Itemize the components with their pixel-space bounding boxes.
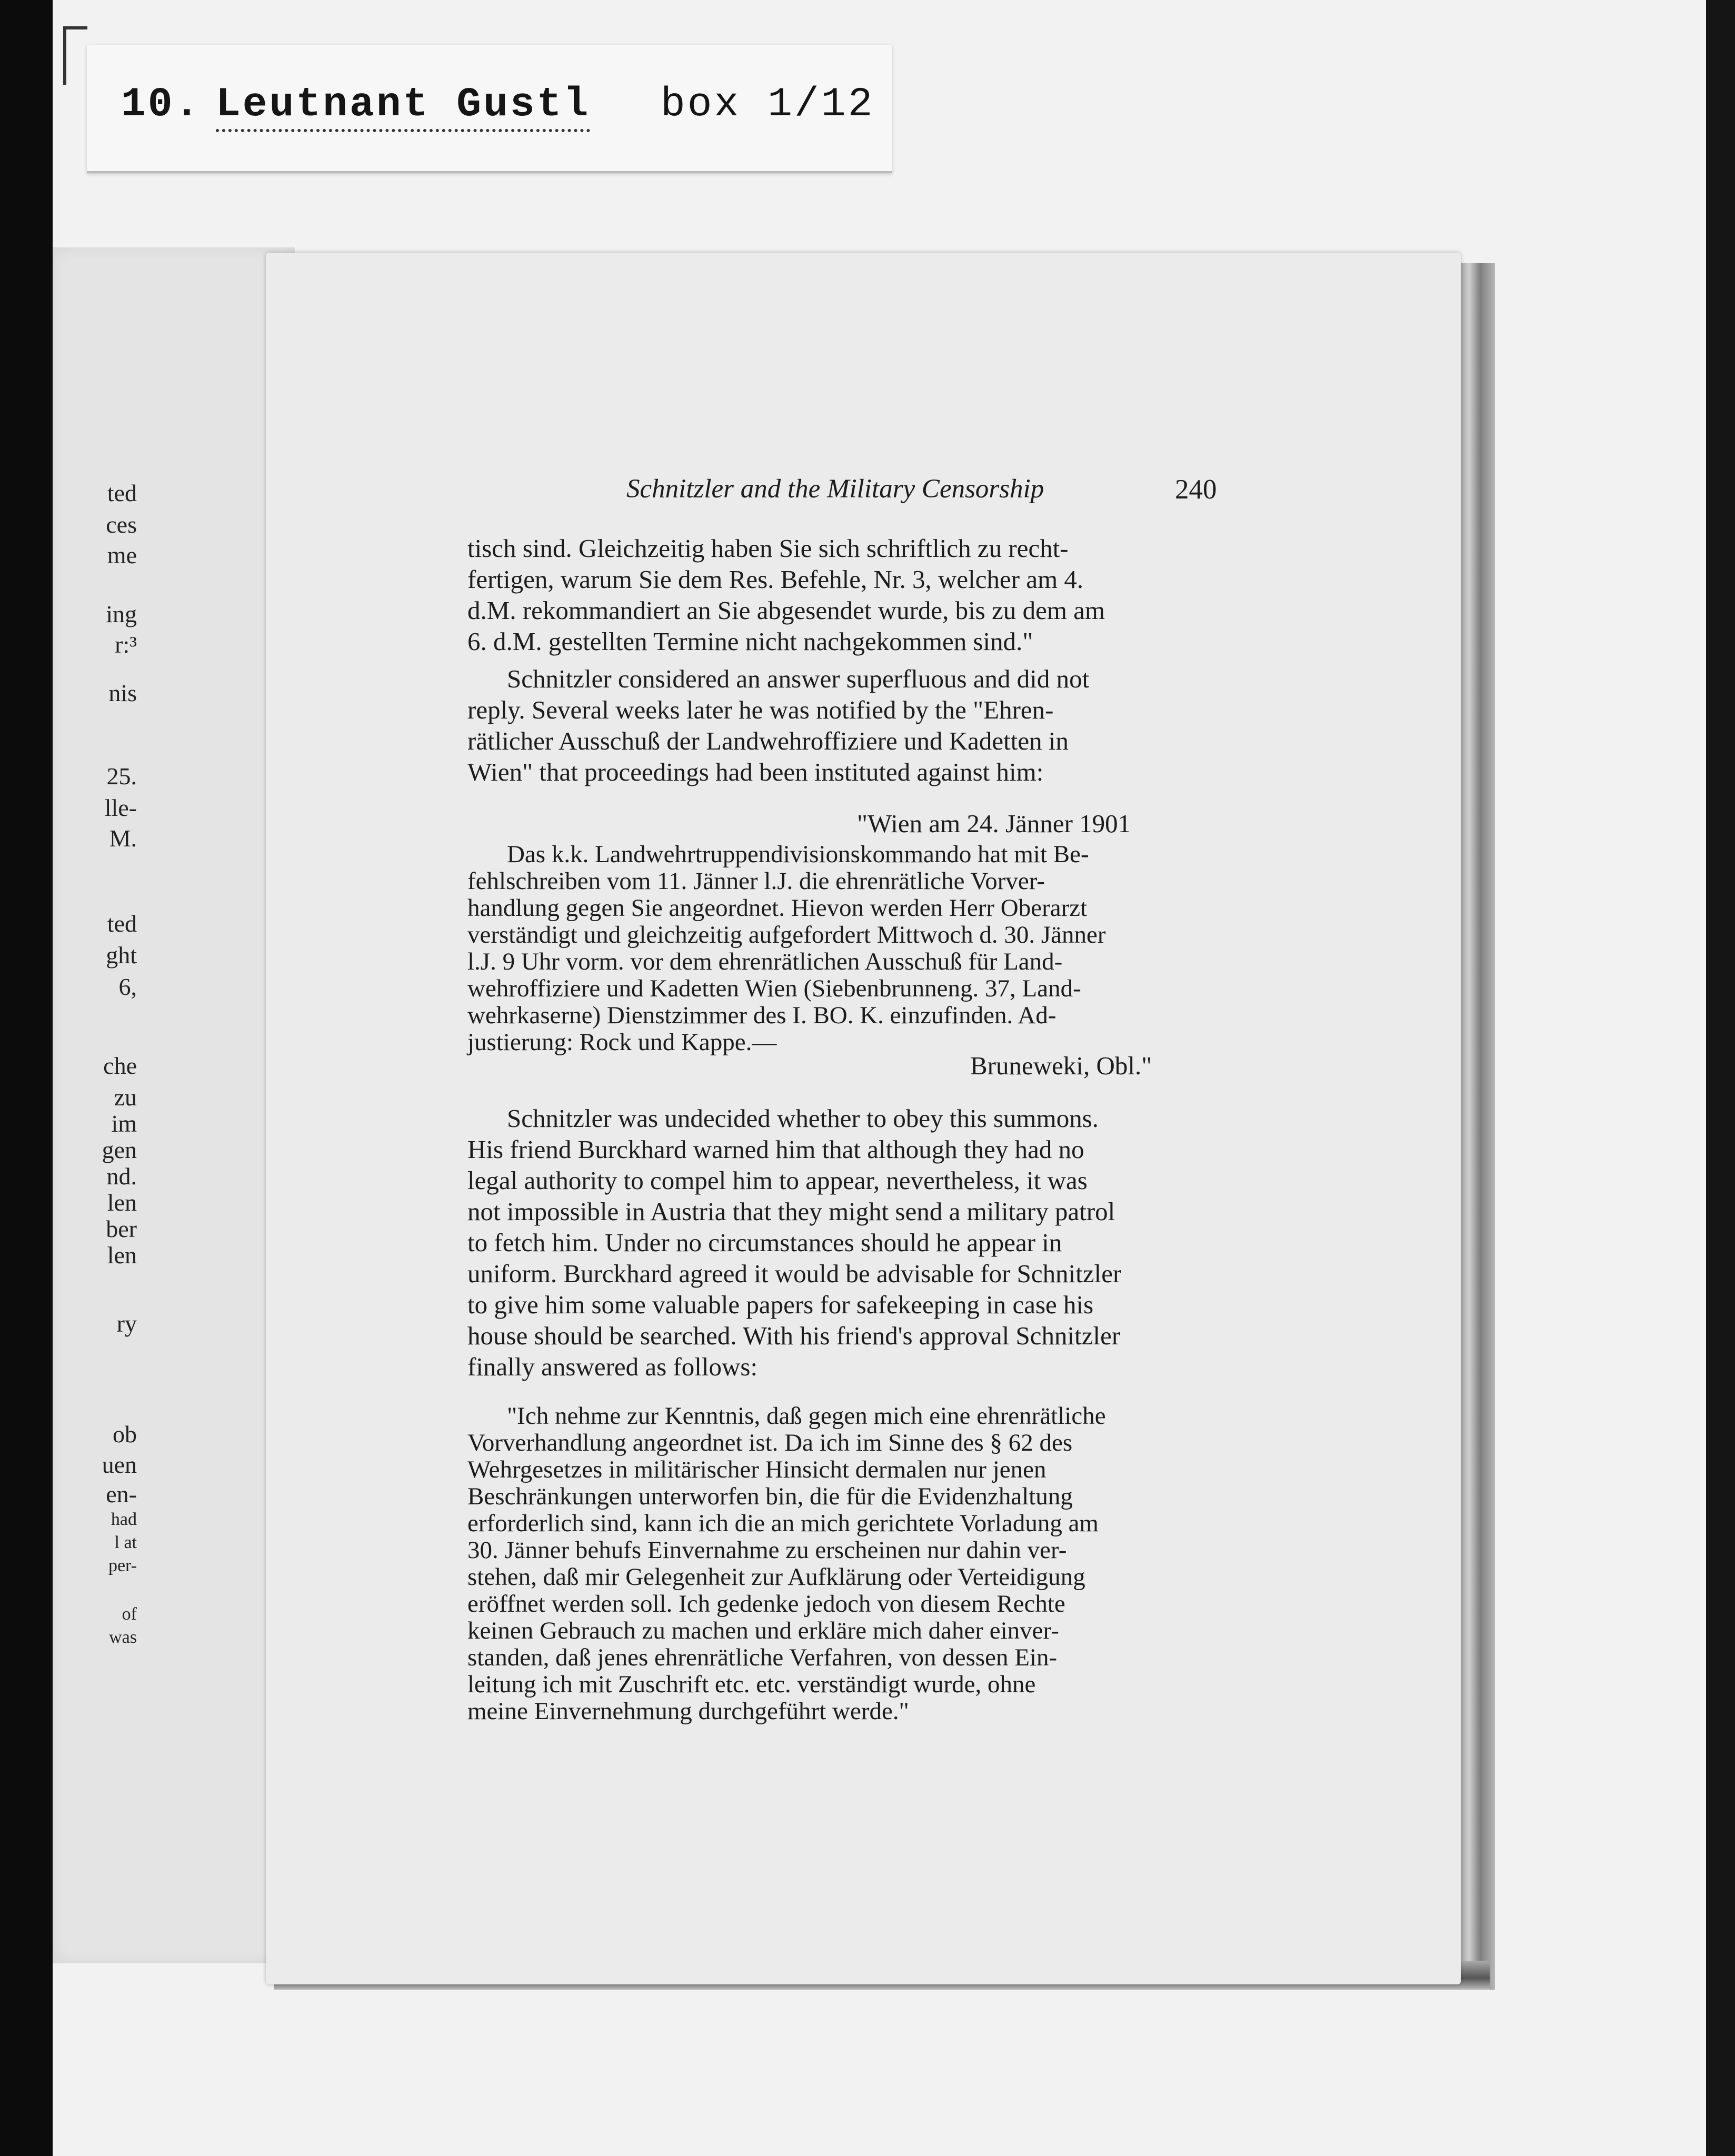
text-line: erforderlich sind, kann ich die an mich gerichtete Vorladung am [467, 1510, 1099, 1537]
letter-signature-block [467, 1050, 1218, 1081]
text-line: leitung ich mit Zuschrift etc. etc. verständigt wurde, ohne [467, 1671, 1036, 1698]
book-page-edge [1458, 263, 1495, 1990]
underlying-page-fragment: had [111, 1510, 137, 1529]
underlying-page-fragment: me [107, 542, 137, 568]
text-line: handlung gegen Sie angeordnet. Hievon werden Herr Oberarzt [467, 894, 1088, 922]
scan-right-border [1706, 0, 1735, 2156]
underlying-page-fragment: was [109, 1628, 137, 1647]
text-line: wehroffiziere und Kadetten Wien (Siebenbrunneng. 37, Land- [467, 975, 1081, 1002]
label-box: box 1/12 [661, 82, 875, 128]
underlying-page-fragment: ces [106, 511, 137, 538]
text-line: "Ich nehme zur Kenntnis, daß gegen mich eine ehrenrätliche [507, 1402, 1106, 1430]
underlying-page-fragment: ted [107, 910, 137, 937]
underlying-page-fragment: M. [109, 825, 137, 852]
text-line: verständigt und gleichzeitig aufgefordert Mittwoch d. 30. Jänner [467, 921, 1106, 949]
underlying-page-fragment: uen [102, 1451, 137, 1478]
text-line: His friend Burckhard warned him that although they had no [467, 1135, 1084, 1164]
underlying-page-fragment: len [107, 1189, 137, 1216]
text-line: Beschränkungen unterworfen bin, die für die Evidenzhaltung [467, 1483, 1073, 1510]
text-line: Das k.k. Landwehrtruppendivisionskommando hat mit Be- [507, 841, 1089, 868]
underlying-page-fragment: of [122, 1604, 137, 1624]
text-line: l.J. 9 Uhr vorm. vor dem ehrenrätlichen Ausschuß für Land- [467, 948, 1063, 975]
text-line: uniform. Burckhard agreed it would be advisable for Schnitzler [467, 1259, 1122, 1288]
underlying-page-fragment: en- [106, 1481, 137, 1508]
underlying-page-fragment: ted [107, 480, 137, 506]
paragraph-1 [467, 533, 1218, 657]
paragraph-3 [467, 1103, 1218, 1382]
text-line: reply. Several weeks later he was notified by the "Ehren- [467, 695, 1054, 724]
letter-signature: Bruneweki, Obl." [970, 1051, 1152, 1080]
text-line: finally answered as follows: [467, 1352, 758, 1381]
archive-label [87, 45, 892, 173]
underlying-page-fragment: len [107, 1242, 137, 1269]
underlying-page-fragment: ing [106, 601, 137, 627]
text-line: house should be searched. With his friend's approval Schnitzler [467, 1321, 1121, 1350]
reply-letter [467, 1403, 1218, 1725]
text-line: eröffnet werden soll. Ich gedenke jedoch von diesem Rechte [467, 1590, 1065, 1618]
letter-body [467, 841, 1218, 1056]
text-line: Schnitzler considered an answer superfluous and did not [507, 664, 1090, 693]
underlying-page-fragment: zu [114, 1084, 137, 1111]
text-line: to give him some valuable papers for safekeeping in case his [467, 1290, 1094, 1319]
text-line: fehlschreiben vom 11. Jänner l.J. die ehrenrätliche Vorver- [467, 867, 1045, 895]
text-line: stehen, daß mir Gelegenheit zur Aufklärung oder Verteidigung [467, 1563, 1085, 1591]
underlying-page-fragment: lle- [104, 794, 137, 821]
text-line: Schnitzler was undecided whether to obey this summons. [507, 1104, 1099, 1133]
letter-date-block [467, 808, 1218, 839]
text-line: 30. Jänner behufs Einvernahme zu erscheinen nur dahin ver- [467, 1536, 1067, 1564]
underlying-page-fragment: ber [106, 1215, 137, 1242]
text-line: justierung: Rock und Kappe.— [467, 1029, 777, 1056]
underlying-page-fragment: ry [116, 1310, 137, 1337]
text-line: to fetch him. Under no circumstances should he appear in [467, 1228, 1062, 1257]
underlying-page-fragment: nis [108, 680, 137, 706]
letter-date: "Wien am 24. Jänner 1901 [857, 809, 1131, 838]
text-line: standen, daß jenes ehrenrätliche Verfahren, von dessen Ein- [467, 1644, 1058, 1671]
text-line: Wien" that proceedings had been instituted against him: [467, 757, 1044, 786]
text-line: Wehrgesetzes in militärischer Hinsicht dermalen nur jenen [467, 1456, 1046, 1483]
text-line: 6. d.M. gestellten Termine nicht nachgekommen sind." [467, 627, 1033, 656]
text-line: not impossible in Austria that they might send a military patrol [467, 1197, 1115, 1226]
text-line: rätlicher Ausschuß der Landwehroffiziere und Kadetten in [467, 726, 1069, 755]
underlying-page-fragment: ob [113, 1421, 137, 1448]
page-number: 240 [1175, 474, 1217, 505]
underlying-page-fragment: l at [114, 1533, 137, 1552]
underlying-page-fragment: im [111, 1110, 137, 1137]
text-line: tisch sind. Gleichzeitig haben Sie sich schriftlich zu recht- [467, 534, 1069, 563]
underlying-page [53, 247, 295, 1963]
text-line: keinen Gebrauch zu machen und erkläre mich daher einver- [467, 1617, 1059, 1644]
scan-left-border [0, 0, 53, 2156]
label-title: Leutnant Gustl [216, 82, 590, 132]
underlying-page-fragment: per- [108, 1556, 137, 1575]
label-number: 10. [121, 82, 202, 128]
text-line: fertigen, warum Sie dem Res. Befehle, Nr. 3, welcher am 4. [467, 565, 1084, 594]
underlying-page-fragment: gen [102, 1136, 137, 1163]
underlying-page-fragment: 6, [118, 973, 137, 1000]
running-head: Schnitzler and the Military Censorship [626, 474, 1044, 504]
text-line: legal authority to compel him to appear, nevertheless, it was [467, 1166, 1088, 1195]
text-line: d.M. rekommandiert an Sie abgesendet wurde, bis zu dem am [467, 596, 1105, 625]
underlying-page-fragment: r:³ [115, 631, 137, 658]
corner-crop-mark [63, 26, 87, 85]
underlying-page-fragment: 25. [106, 763, 137, 790]
text-line: Vorverhandlung angeordnet ist. Da ich im Sinne des § 62 des [467, 1429, 1073, 1456]
paragraph-2 [467, 663, 1218, 787]
underlying-page-fragment: ght [106, 942, 137, 969]
text-line: meine Einvernehmung durchgeführt werde." [467, 1698, 909, 1725]
underlying-page-fragment: che [103, 1052, 137, 1079]
text-line: wehrkaserne) Dienstzimmer des I. BO. K. einzufinden. Ad- [467, 1002, 1056, 1029]
underlying-page-fragment: nd. [106, 1163, 137, 1190]
